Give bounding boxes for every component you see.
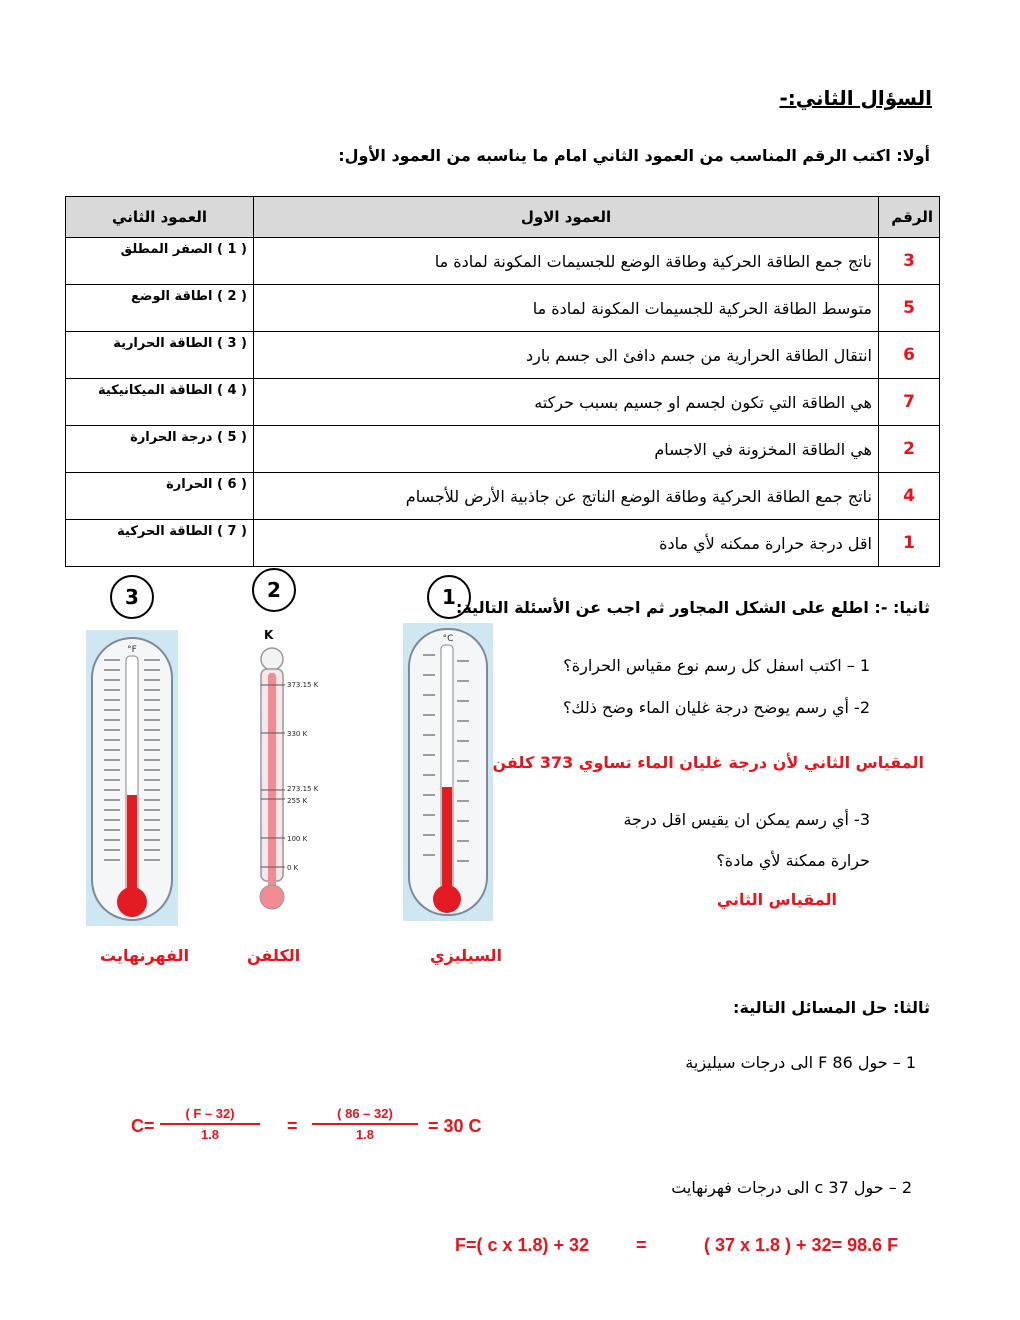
formula1-denominator-2: 1.8 (355, 1127, 375, 1142)
column-two-cell: ( 3 ) الطاقة الحرارية (66, 332, 254, 379)
column-one-cell: انتقال الطاقة الحرارية من جسم دافئ الى جسم بارد (254, 332, 879, 379)
column-one-cell: هي الطاقة المخزونة في الاجسام (254, 426, 879, 473)
table-row (66, 238, 940, 285)
part3-instruction: ثالثا: حل المسائل التالية: (733, 998, 930, 1017)
column-one-cell: ناتج جمع الطاقة الحركية وطاقة الوضع الناتج عن جاذبية الأرض للأجسام (254, 473, 879, 520)
page-heading: السؤال الثاني:- (779, 86, 932, 110)
table-row (66, 379, 940, 426)
kelvin-tick-label: 373.15 K (287, 681, 319, 689)
answer-3: المقياس الثاني (716, 890, 837, 909)
formula1-numerator-1: ( F – 32) (160, 1106, 260, 1125)
answer-number-cell: 1 (879, 520, 940, 567)
question-1: 1 – اكتب اسفل كل رسم نوع مقياس الحرارة؟ (563, 656, 870, 675)
table-row (66, 285, 940, 332)
kelvin-label: الكلفن (247, 946, 301, 965)
formula1-equals: = (287, 1116, 298, 1136)
problem-1: 1 – حول 86 F الى درجات سيليزية (685, 1053, 916, 1072)
part1-instruction: أولا: اكتب الرقم المناسب من العمود الثاني امام ما يناسبه من العمود الأول: (338, 146, 930, 165)
celsius-label: السيليزي (430, 946, 502, 965)
formula1-fraction-2 (312, 1106, 418, 1142)
part2-instruction: ثانيا: -: اطلع على الشكل المجاور ثم اجب عن الأسئلة التالية: (455, 598, 930, 617)
question-2: 2- أي رسم يوضح درجة غليان الماء وضح ذلك؟ (562, 698, 870, 717)
kelvin-tick-label: 273.15 K (287, 785, 319, 793)
column-two-cell: ( 2 ) اطاقة الوضع (66, 285, 254, 332)
header-column-one: العمود الاول (254, 197, 879, 238)
matching-table (65, 196, 940, 567)
formula2-right: ( 37 x 1.8 ) + 32= 98.6 F (704, 1235, 899, 1255)
answer-number-cell: 5 (879, 285, 940, 332)
question-3-line1: 3- أي رسم يمكن ان يقيس اقل درجة (623, 810, 870, 829)
circle-number-3: 3 (110, 575, 154, 619)
column-two-cell: ( 7 ) الطاقة الحركية (66, 520, 254, 567)
table-row (66, 332, 940, 379)
fahrenheit-thermometer-icon (86, 630, 178, 926)
celsius-thermometer-icon (403, 623, 493, 921)
formula1-fraction-1 (160, 1106, 260, 1142)
table-row (66, 520, 940, 567)
header-number: الرقم (879, 197, 940, 238)
kelvin-tick-label: 330 K (287, 730, 308, 738)
formula1-result: = 30 C (428, 1116, 482, 1136)
answer-number-cell: 6 (879, 332, 940, 379)
table-row (66, 473, 940, 520)
formula1-lhs: C= (131, 1116, 155, 1136)
circle-number-2: 2 (252, 568, 296, 612)
kelvin-tick-label: 255 K (287, 797, 308, 805)
answer-number-cell: 2 (879, 426, 940, 473)
column-two-cell: ( 4 ) الطاقة الميكانيكية (66, 379, 254, 426)
column-one-cell: هي الطاقة التي تكون لجسم او جسيم بسبب حركته (254, 379, 879, 426)
table-row (66, 426, 940, 473)
kelvin-tick-label: 0 K (287, 864, 299, 872)
header-column-two: العمود الثاني (66, 197, 254, 238)
circle-number-1: 1 (427, 575, 471, 619)
column-one-cell: ناتج جمع الطاقة الحركية وطاقة الوضع للجسيمات المكونة لمادة ما (254, 238, 879, 285)
problem-2: 2 – حول 37 c الى درجات فهرنهايت (671, 1178, 912, 1197)
fahrenheit-unit: °F (127, 645, 137, 655)
question-3-line2: حرارة ممكنة لأي مادة؟ (716, 851, 870, 870)
answer-2: المقياس الثاني لأن درجة غليان الماء تساوي 373 كلفن (492, 753, 924, 772)
answer-number-cell: 4 (879, 473, 940, 520)
formula1-denominator-1: 1.8 (200, 1127, 220, 1142)
fahrenheit-label: الفهرنهايت (100, 946, 190, 965)
formula1-numerator-2: ( 86 – 32) (312, 1106, 418, 1125)
column-two-cell: ( 6 ) الحرارة (66, 473, 254, 520)
formula2-left: F=( c x 1.8) + 32 (455, 1235, 590, 1255)
table-header-row (66, 197, 940, 238)
celsius-unit: °C (442, 634, 454, 644)
column-one-cell: متوسط الطاقة الحركية للجسيمات المكونة لمادة ما (254, 285, 879, 332)
kelvin-thermometer-icon (248, 645, 330, 917)
answer-number-cell: 3 (879, 238, 940, 285)
kelvin-unit: K (264, 628, 274, 642)
column-one-cell: اقل درجة حرارة ممكنه لأي مادة (254, 520, 879, 567)
column-two-cell: ( 5 ) درجة الحرارة (66, 426, 254, 473)
column-two-cell: ( 1 ) الصفر المطلق (66, 238, 254, 285)
formula2-equals: = (636, 1235, 647, 1255)
kelvin-tick-label: 100 K (287, 835, 308, 843)
answer-number-cell: 7 (879, 379, 940, 426)
